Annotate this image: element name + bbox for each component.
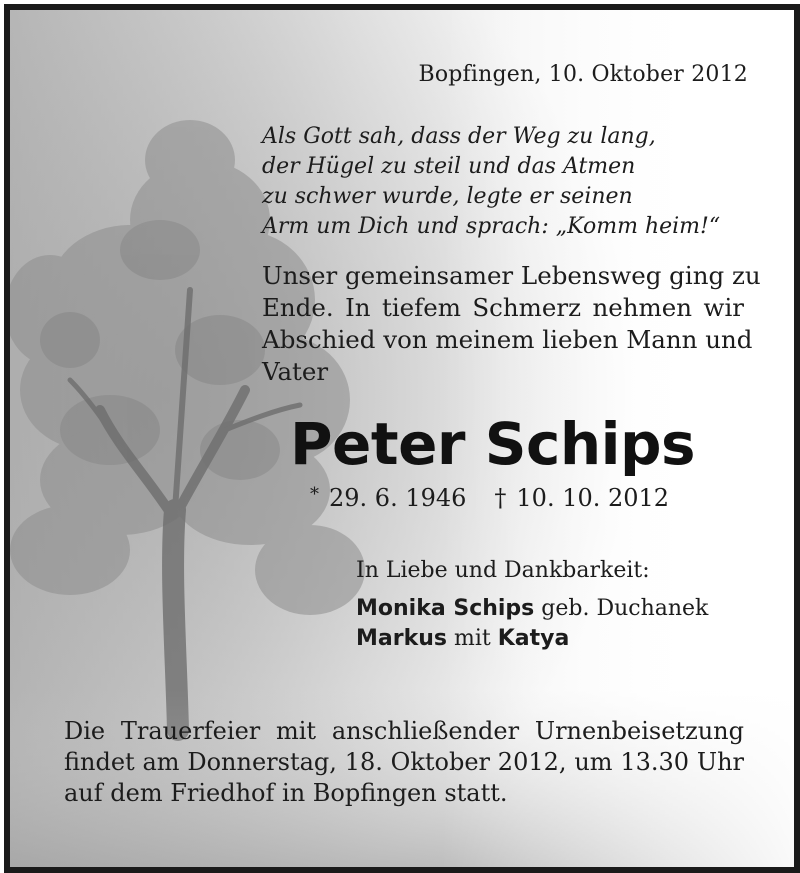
- verse-line: der Hügel zu steil und das Atmen: [262, 154, 636, 179]
- memorial-verse: [262, 122, 720, 242]
- birth-star-icon: *: [310, 484, 319, 505]
- mourner-connector: mit: [453, 626, 491, 651]
- funeral-line: Die Trauerfeier mit anschließender Urnenbeisetzung: [64, 717, 744, 745]
- place-and-date: Bopfingen, 10. Oktober 2012: [418, 62, 748, 87]
- message-line: Abschied von meinem lieben Mann und: [262, 325, 753, 354]
- message-line: Vater: [262, 357, 329, 386]
- birth-date: 29. 6. 1946: [329, 484, 467, 512]
- death-cross-icon: †: [494, 484, 507, 512]
- verse-line: Als Gott sah, dass der Weg zu lang,: [262, 124, 656, 149]
- message-line: Unser gemeinsamer Lebensweg ging zu: [262, 261, 761, 290]
- obituary-notice: [4, 4, 800, 873]
- death-date: 10. 10. 2012: [516, 484, 670, 512]
- mourner-name: Katya: [497, 626, 570, 651]
- verse-line: zu schwer wurde, legte er seinen: [262, 184, 633, 209]
- mourner-name: Markus: [356, 626, 447, 651]
- mourner-entry: [356, 626, 569, 651]
- mourner-name: Monika Schips: [356, 596, 535, 621]
- funeral-line: auf dem Friedhof in Bopfingen statt.: [64, 779, 508, 807]
- life-dates: [310, 484, 669, 512]
- announcement-message: [262, 260, 761, 388]
- deceased-name: Peter Schips: [290, 410, 696, 478]
- signoff-line: In Liebe und Dankbarkeit:: [356, 558, 650, 583]
- message-line: Ende. In tiefem Schmerz nehmen wir: [262, 293, 744, 322]
- mourner-maiden-name: geb. Duchanek: [541, 596, 709, 621]
- funeral-line: findet am Donnerstag, 18. Oktober 2012, um 13.30 Uhr: [64, 748, 744, 776]
- mourner-entry: [356, 596, 708, 621]
- verse-line: Arm um Dich und sprach: „Komm heim!“: [262, 214, 721, 239]
- funeral-details: [64, 716, 744, 809]
